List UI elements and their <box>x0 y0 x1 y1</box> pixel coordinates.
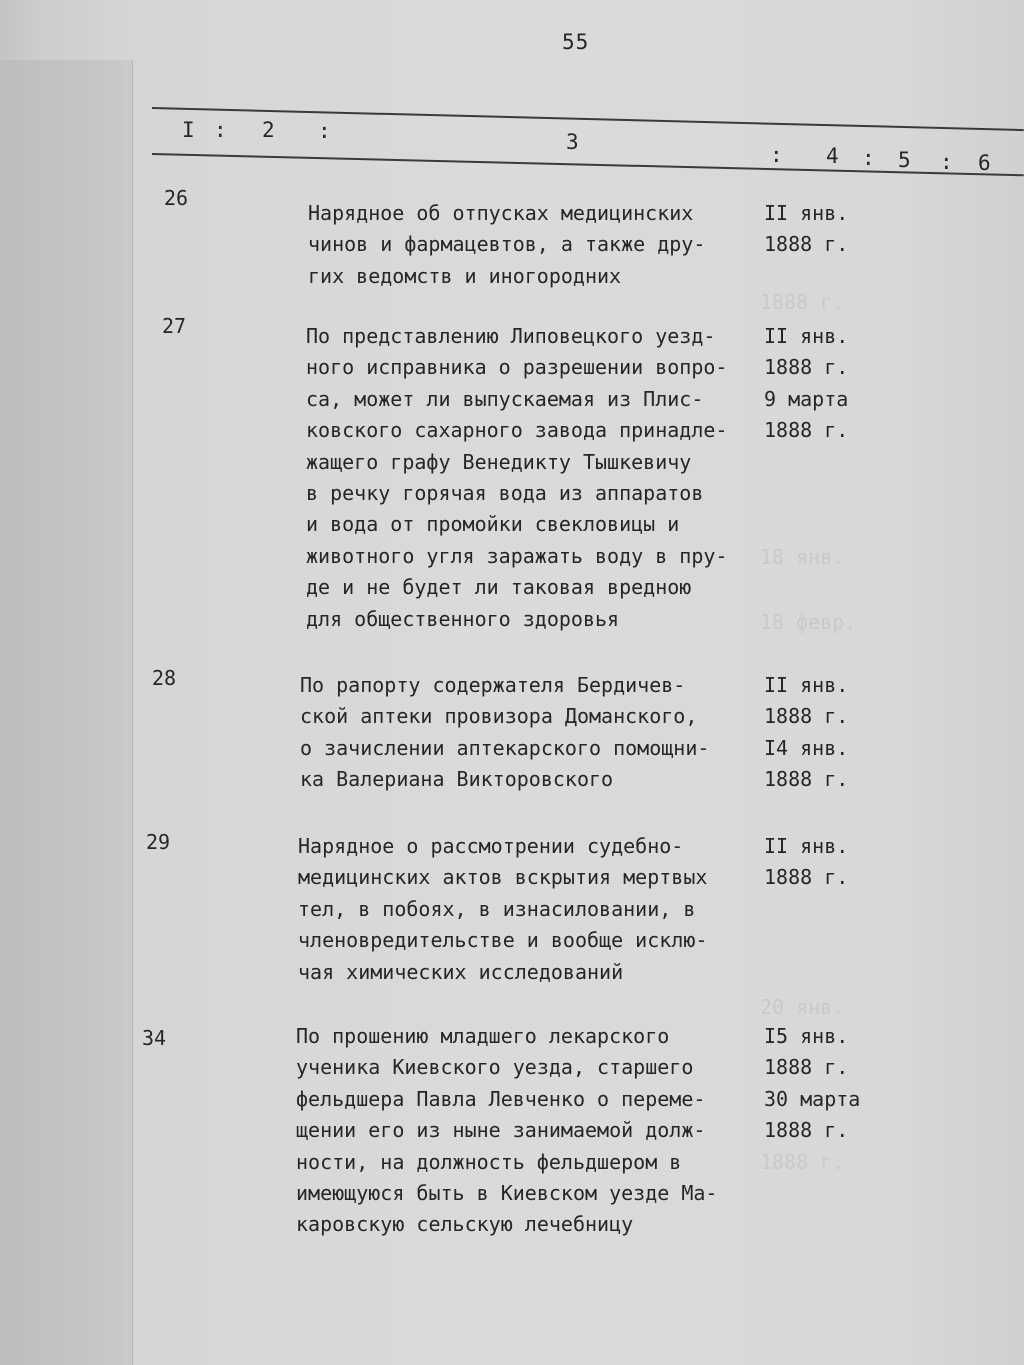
column-separator: : <box>940 150 953 174</box>
column-header-4: 4 <box>826 144 839 168</box>
column-separator: : <box>214 118 227 142</box>
column-header-1: I <box>182 118 195 142</box>
bleed-through-text: 18 февр. <box>760 610 857 634</box>
entry-number: 27 <box>162 314 187 338</box>
entry-number: 34 <box>142 1026 167 1050</box>
page-number: 55 <box>562 30 590 54</box>
entry-dates: I5 янв. 1888 г. 30 марта 1888 г. <box>764 1024 861 1143</box>
bleed-through-text: 18 янв. <box>760 545 845 569</box>
entry-dates: II янв. 1888 г. <box>764 834 849 890</box>
column-separator: : <box>318 119 331 143</box>
column-header-6: 6 <box>978 151 991 175</box>
entry-description: По прошению младшего лекарского ученика Киевского уезда, старшего фельдшера Павла Левченко о переме- щении его из ныне занимаемой долж- ности, на должность фельдшером в имеющуюся быть в Киевском уезде Ма- каровскую сельскую лечебницу <box>296 1024 718 1237</box>
adjacent-page-edge <box>0 60 133 1365</box>
entry-number: 28 <box>152 666 177 690</box>
entry-description: Нарядное об отпусках медицинских чинов и фармацевтов, а также дру- гих ведомств и иногородних <box>308 201 706 288</box>
bleed-through-text: 1888 г. <box>760 1150 845 1174</box>
entry-number: 29 <box>146 830 171 854</box>
entry-description: По рапорту содержателя Бердичев- ской аптеки провизора Доманского, о зачислении аптекарского помощни- ка Валериана Викторовского <box>300 673 710 792</box>
entry-dates: II янв. 1888 г. 9 марта 1888 г. <box>764 324 849 443</box>
column-separator: : <box>862 146 875 170</box>
header-rule-top <box>152 107 1024 131</box>
bleed-through-text: 1888 г. <box>760 290 845 314</box>
column-header-2: 2 <box>262 118 275 142</box>
header-rule-bottom <box>152 153 1024 176</box>
column-separator: : <box>770 143 783 167</box>
entry-description: По представлению Липовецкого уезд- ного исправника о разрешении вопро- са, может ли выпускаемая из Плис- ковского сахарного завода принадле- жащего графу Венедикту Тышкевичу в речку горячая вода из аппаратов и вода от промойки свекловицы и животного угля заражать воду в пру- де и не будет ли таковая вредною для общественного здоровья <box>306 324 728 631</box>
entry-dates: II янв. 1888 г. I4 янв. 1888 г. <box>764 673 849 792</box>
entry-number: 26 <box>164 186 189 210</box>
column-header-3: 3 <box>566 130 579 154</box>
column-header-5: 5 <box>898 148 911 172</box>
entry-description: Нарядное о рассмотрении судебно- медицинских актов вскрытия мертвых тел, в побоях, в изнасиловании, в членовредительстве и вообще исклю- чая химических исследований <box>298 834 708 984</box>
entry-dates: II янв. 1888 г. <box>764 201 849 257</box>
bleed-through-text: 20 янв. <box>760 995 845 1019</box>
